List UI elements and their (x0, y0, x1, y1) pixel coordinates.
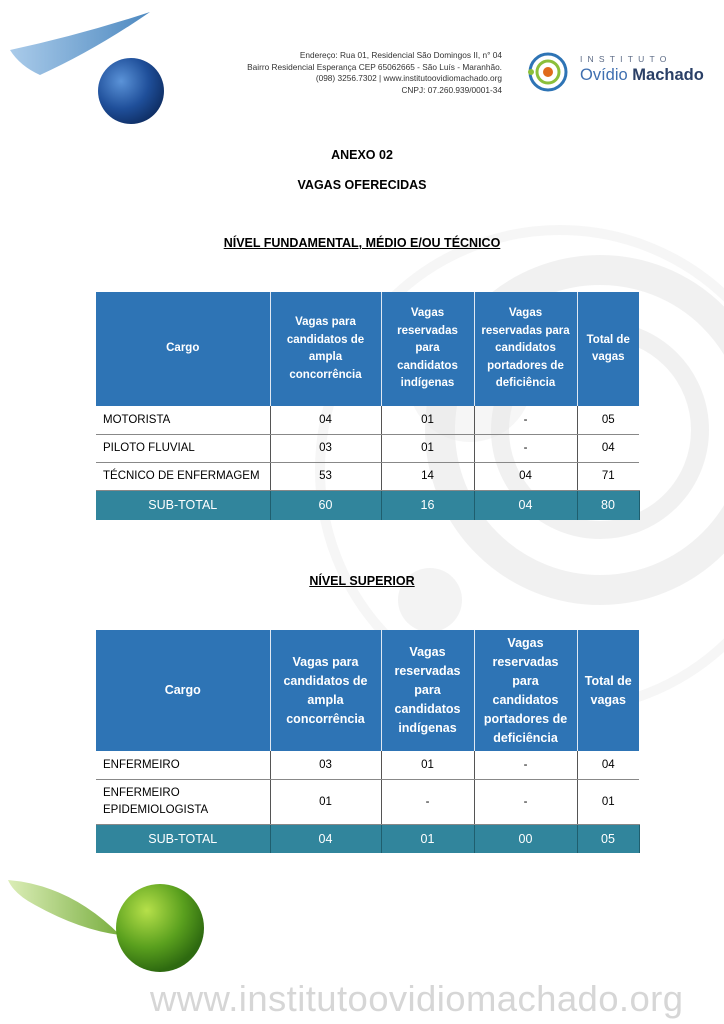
cell-indigenas: 01 (381, 406, 474, 434)
table-row (96, 462, 639, 490)
subtotal-indigenas: 01 (381, 824, 474, 853)
subtotal-ampla: 60 (270, 490, 381, 520)
column-header-deficiencia: Vagas reservadas para candidatos portadores de deficiência (474, 630, 577, 751)
swoosh-bottom (8, 880, 120, 935)
column-header-ampla: Vagas para candidatos de ampla concorrência (270, 630, 381, 751)
footer-website: www.institutoovidiomachado.org (150, 978, 684, 1019)
annex-title: ANEXO 02 (331, 148, 393, 162)
cell-deficiencia: - (474, 406, 577, 434)
table-header-row (96, 292, 639, 406)
subtotal-total: 05 (577, 824, 639, 853)
subtotal-indigenas: 16 (381, 490, 474, 520)
cell-indigenas: 01 (381, 751, 474, 779)
contact-line: (098) 3256.7302 | www.institutoovidiomachado.org (315, 73, 502, 83)
cell-cargo: MOTORISTA (96, 406, 270, 434)
header-address (190, 50, 502, 96)
cell-total: 71 (577, 462, 639, 490)
subtotal-row (96, 490, 639, 520)
cell-cargo (96, 779, 270, 824)
logo-name-light: Ovídio (580, 66, 633, 84)
section-heading-superior: NÍVEL SUPERIOR (309, 574, 415, 588)
cell-cargo: PILOTO FLUVIAL (96, 434, 270, 462)
table-header-row (96, 630, 639, 751)
cell-indigenas: - (381, 779, 474, 824)
subtotal-deficiencia: 04 (474, 490, 577, 520)
table-row (96, 751, 639, 779)
logo-name (580, 66, 704, 85)
column-header-cargo: Cargo (96, 630, 270, 751)
subtotal-row (96, 824, 639, 853)
cell-cargo: ENFERMEIRO (96, 751, 270, 779)
vacancies-table-fundamental (96, 292, 640, 520)
column-header-total: Total de vagas (577, 292, 639, 406)
column-header-ampla: Vagas para candidatos de ampla concorrência (270, 292, 381, 406)
green-sphere (116, 884, 204, 972)
cell-cargo-text: ENFERMEIRO EPIDEMIOLOGISTA (103, 786, 209, 816)
logo-name-bold: Machado (632, 66, 704, 84)
subtotal-ampla: 04 (270, 824, 381, 853)
column-header-indigenas: Vagas reservadas para candidatos indígenas (381, 292, 474, 406)
column-header-indigenas: Vagas reservadas para candidatos indígenas (381, 630, 474, 751)
cell-ampla: 03 (270, 434, 381, 462)
blue-sphere (98, 58, 164, 124)
institute-logo (524, 50, 704, 94)
subtotal-label: SUB-TOTAL (96, 490, 270, 520)
cell-total: 04 (577, 434, 639, 462)
cell-cargo: TÉCNICO DE ENFERMAGEM (96, 462, 270, 490)
table-row (96, 406, 639, 434)
subtotal-deficiencia: 00 (474, 824, 577, 853)
vacancies-table-superior (96, 630, 640, 853)
cell-ampla: 53 (270, 462, 381, 490)
cell-total: 01 (577, 779, 639, 824)
logo-institute-text: INSTITUTO (580, 54, 672, 64)
cell-total: 05 (577, 406, 639, 434)
subtotal-total: 80 (577, 490, 639, 520)
cell-deficiencia: 04 (474, 462, 577, 490)
column-header-total: Total de vagas (577, 630, 639, 751)
column-header-deficiencia: Vagas reservadas para candidatos portadores de deficiência (474, 292, 577, 406)
annex-subtitle: VAGAS OFERECIDAS (297, 178, 427, 192)
cell-deficiencia: - (474, 779, 577, 824)
section-heading-fundamental: NÍVEL FUNDAMENTAL, MÉDIO E/OU TÉCNICO (223, 236, 501, 250)
logo-emblem-icon (524, 50, 576, 94)
cnpj-line: CNPJ: 07.260.939/0001-34 (401, 84, 502, 95)
cell-ampla: 01 (270, 779, 381, 824)
table-row (96, 434, 639, 462)
column-header-cargo: Cargo (96, 292, 270, 406)
cell-deficiencia: - (474, 751, 577, 779)
cell-indigenas: 01 (381, 434, 474, 462)
cell-ampla: 03 (270, 751, 381, 779)
address-line: Endereço: Rua 01, Residencial São Domingos II, n° 04 (299, 50, 502, 60)
subtotal-label: SUB-TOTAL (96, 824, 270, 853)
cell-total: 04 (577, 751, 639, 779)
cell-indigenas: 14 (381, 462, 474, 490)
table-row (96, 779, 639, 824)
address-line: Bairro Residencial Esperança CEP 65062665 - São Luís - Maranhão. (247, 61, 502, 72)
cell-ampla: 04 (270, 406, 381, 434)
cell-deficiencia: - (474, 434, 577, 462)
